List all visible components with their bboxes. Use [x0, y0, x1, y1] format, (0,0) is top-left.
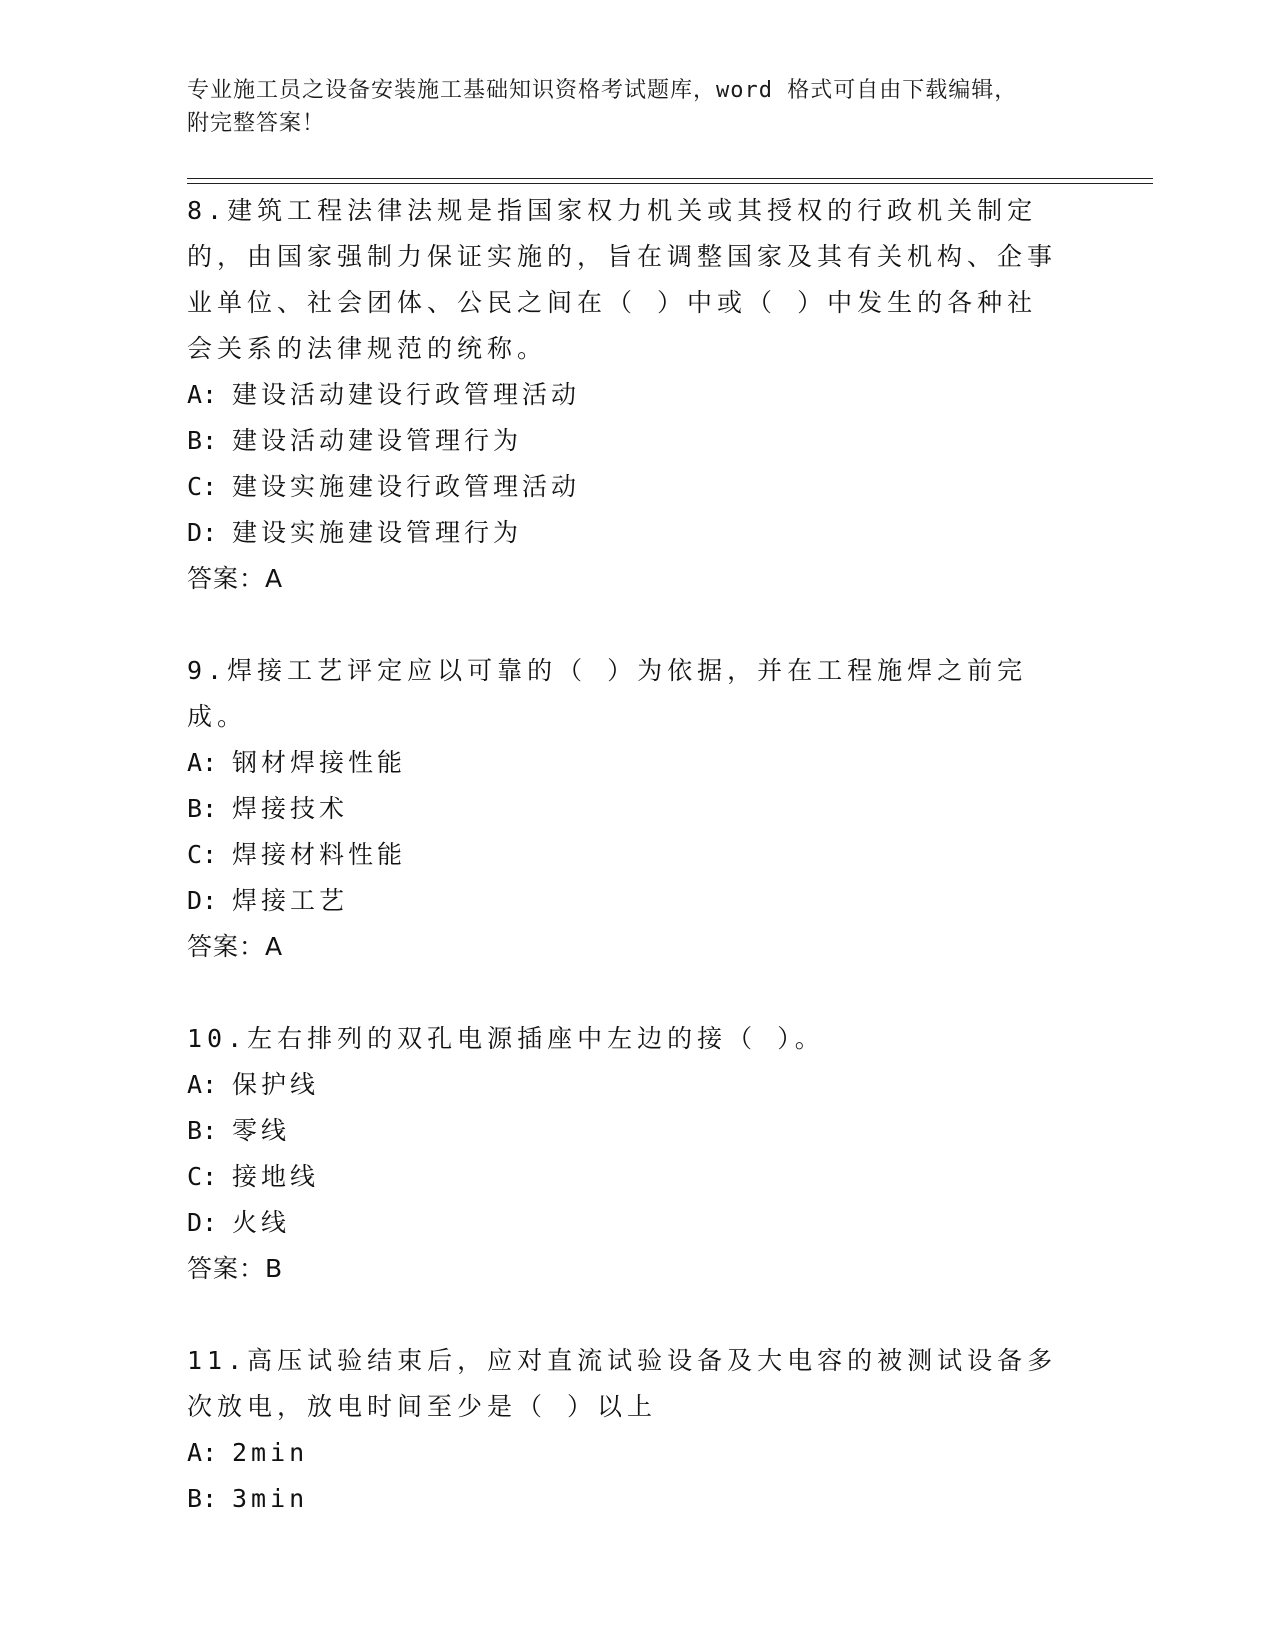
option-b	[187, 1108, 1067, 1154]
option-text: 建设活动建设行政管理活动	[232, 380, 581, 409]
question-stem: 11.高压试验结束后，应对直流试验设备及大电容的被测试设备多次放电，放电时间至少是（ ）以上	[187, 1346, 1058, 1421]
option-text: 建设活动建设管理行为	[232, 426, 523, 455]
option-key: D:	[187, 518, 218, 547]
option-key: B:	[187, 1116, 218, 1145]
option-d	[187, 878, 1067, 924]
option-key: C:	[187, 472, 218, 501]
question-stem: 8.建筑工程法律法规是指国家权力机关或其授权的行政机关制定的，由国家强制力保证实施的，旨在调整国家及其有关机构、企事业单位、社会团体、公民之间在（ ）中或（ ）中发生的各种社会关系的法律规范的统称。	[187, 196, 1058, 363]
option-key: D:	[187, 1208, 218, 1237]
option-a	[187, 1062, 1067, 1108]
option-text: 接地线	[232, 1162, 320, 1191]
option-key: B:	[187, 794, 218, 823]
question-9	[187, 648, 1067, 970]
header-line-2: 附完整答案！	[187, 111, 326, 136]
answer-line: 答案：A	[187, 932, 284, 961]
option-text: 建设实施建设行政管理活动	[232, 472, 581, 501]
option-key: C:	[187, 840, 218, 869]
question-10	[187, 1016, 1067, 1292]
option-key: A:	[187, 748, 218, 777]
option-text: 焊接工艺	[232, 886, 349, 915]
question-stem: 10.左右排列的双孔电源插座中左边的接（ ）。	[187, 1024, 825, 1053]
question-8	[187, 188, 1067, 602]
option-text: 零线	[232, 1116, 291, 1145]
option-text: 2min	[232, 1438, 309, 1467]
option-text: 保护线	[232, 1070, 320, 1099]
question-list	[187, 188, 1067, 1522]
option-key: A:	[187, 380, 218, 409]
option-key: B:	[187, 1484, 218, 1513]
question-spacer	[187, 602, 1067, 648]
option-key: D:	[187, 886, 218, 915]
question-11	[187, 1338, 1067, 1522]
option-a	[187, 740, 1067, 786]
option-b	[187, 418, 1067, 464]
option-text: 火线	[232, 1208, 291, 1237]
question-spacer	[187, 1292, 1067, 1338]
question-spacer	[187, 970, 1067, 1016]
option-c	[187, 464, 1067, 510]
option-a	[187, 372, 1067, 418]
option-text: 钢材焊接性能	[232, 748, 407, 777]
option-c	[187, 832, 1067, 878]
header-divider-bottom	[187, 183, 1153, 184]
answer-line: 答案：A	[187, 564, 284, 593]
header-divider-top	[187, 178, 1153, 179]
option-a	[187, 1430, 1067, 1476]
option-key: A:	[187, 1070, 218, 1099]
option-b	[187, 1476, 1067, 1522]
option-text: 建设实施建设管理行为	[232, 518, 523, 547]
option-key: B:	[187, 426, 218, 455]
option-text: 焊接材料性能	[232, 840, 407, 869]
option-key: C:	[187, 1162, 218, 1191]
option-key: A:	[187, 1438, 218, 1467]
question-stem: 9.焊接工艺评定应以可靠的（ ）为依据，并在工程施焊之前完成。	[187, 656, 1028, 731]
option-d	[187, 510, 1067, 556]
header-line-1: 专业施工员之设备安装施工基础知识资格考试题库，word 格式可自由下载编辑，	[187, 78, 1018, 103]
option-d	[187, 1200, 1067, 1246]
option-text: 焊接技术	[232, 794, 349, 823]
option-text: 3min	[232, 1484, 309, 1513]
option-c	[187, 1154, 1067, 1200]
option-b	[187, 786, 1067, 832]
answer-line: 答案：B	[187, 1254, 284, 1283]
document-header	[187, 74, 1067, 140]
